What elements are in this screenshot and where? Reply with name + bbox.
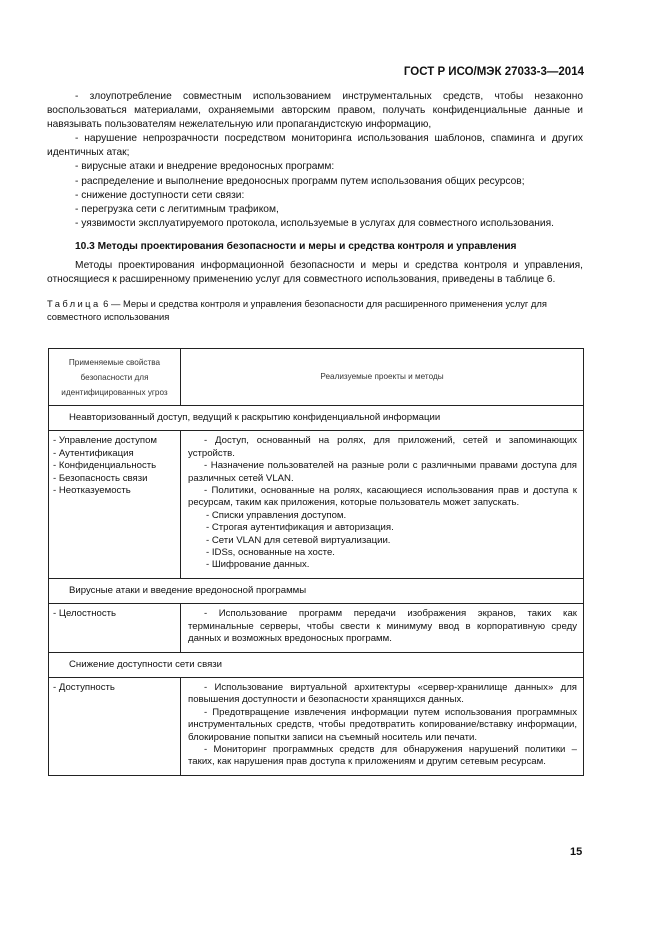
table-header-row: [49, 349, 584, 406]
property-item: - Неотказуемость: [53, 485, 131, 497]
body-text: [47, 90, 583, 323]
table-row: [49, 604, 584, 652]
property-item: - Аутентификация: [53, 447, 134, 459]
method-item: - Мониторинг программных средств для обнаружения нарушений политики – таких, как нарушения прав доступа к приложениям и другим сетевым ресурсам.: [188, 743, 577, 768]
method-item: - Политики, основанные на ролях, касающиеся использования прав и доступа к ресурсам, таким как приложения, которые пользователь может запускать.: [188, 485, 577, 509]
paragraph: - злоупотребление совместным использованием инструментальных средств, чтобы незаконно воспользоваться материалами, охраняемыми авторским правом, получать конфиденциальные данные и навязывать пользователям нежелательную или пропагандистскую информацию,: [47, 91, 583, 131]
method-item: - Предотвращение извлечения информации путем использования программных инструментальных средств, чтобы предотвратить копирование/вставку информации, блокирование попытки записи на съемный носитель или печати.: [188, 706, 577, 743]
section-title: 10.3 Методы проектирования безопасности и меры и средства контроля и управления: [75, 240, 517, 252]
paragraph: - уязвимости эксплуатируемого протокола, используемые в услугах для совместного использования.: [75, 217, 554, 229]
paragraph: - вирусные атаки и внедрение вредоносных программ:: [75, 161, 335, 173]
section-text: Методы проектирования информационной безопасности и меры и средства контроля и управления, относящиеся к расширенному применению услуг для совместного использования, приведены в таблице 6.: [47, 260, 583, 286]
paragraph: - перегрузка сети с легитимным трафиком,: [75, 203, 279, 215]
method-subitem: - Строгая аутентификация и авторизация.: [206, 522, 394, 534]
properties-cell: [49, 677, 181, 775]
table-row: [49, 677, 584, 775]
method-subitem: - IDSs, основанные на хосте.: [206, 547, 335, 559]
section-title-cell: Вирусные атаки и введение вредоносной программы: [49, 578, 584, 603]
methods-cell: [181, 677, 584, 775]
method-item: - Назначение пользователей на разные роли с различными правами доступа для различных сетей VLAN.: [188, 460, 577, 484]
method-subitem: - Сети VLAN для сетевой виртуализации.: [206, 534, 391, 546]
method-subitem: - Шифрование данных.: [206, 559, 310, 571]
property-item: - Доступность: [53, 681, 115, 693]
paragraph: - снижение доступности сети связи:: [75, 189, 245, 201]
methods-cell: [181, 431, 584, 578]
caption-number: 6: [103, 298, 109, 310]
property-item: - Управление доступом: [53, 435, 158, 447]
method-item: - Использование виртуальной архитектуры «сервер-хранилище данных» для повышения доступности и безопасности хранящихся данных.: [188, 681, 577, 706]
table-caption: [47, 298, 583, 323]
section-row: [49, 578, 584, 603]
section-row: [49, 652, 584, 677]
caption-text: — Меры и средства контроля и управления безопасности для расширенного применения услуг для совместного использования: [47, 298, 547, 322]
section-title-cell: Неавторизованный доступ, ведущий к раскрытию конфиденциальной информации: [49, 406, 584, 431]
method-item: - Использование программ передачи изображения экранов, таких как терминальные серверы, чтобы свести к минимуму ввод в корпоративную среду данных и возможных вредоносных программ.: [188, 608, 577, 645]
paragraph: - нарушение непрозрачности посредством мониторинга использования шаблонов, спаминга и других идентичных атак;: [47, 133, 583, 159]
page-number: 15: [570, 846, 583, 858]
methods-cell: [181, 604, 584, 652]
caption-prefix: Таблица: [47, 298, 101, 310]
controls-table: [48, 348, 584, 776]
properties-cell: [49, 604, 181, 652]
section-title-cell: Снижение доступности сети связи: [49, 652, 584, 677]
property-item: - Конфиденциальность: [53, 460, 157, 472]
method-subitem: - Списки управления доступом.: [206, 509, 347, 521]
table-row: [49, 431, 584, 578]
property-item: - Целостность: [53, 608, 117, 620]
header-right: Реализуемые проекты и методы: [181, 349, 584, 406]
document-header: ГОСТ Р ИСО/МЭК 27033-3—2014: [403, 66, 584, 78]
method-item: - Доступ, основанный на ролях, для приложений, сетей и запоминающих устройств.: [188, 435, 577, 459]
properties-cell: [49, 431, 181, 578]
header-left: Применяемые свойства безопасности для идентифицированных угроз: [49, 349, 181, 406]
property-item: - Безопасность связи: [53, 472, 148, 484]
section-row: [49, 406, 584, 431]
paragraph: - распределение и выполнение вредоносных программ путем использования общих ресурсов;: [75, 175, 525, 187]
